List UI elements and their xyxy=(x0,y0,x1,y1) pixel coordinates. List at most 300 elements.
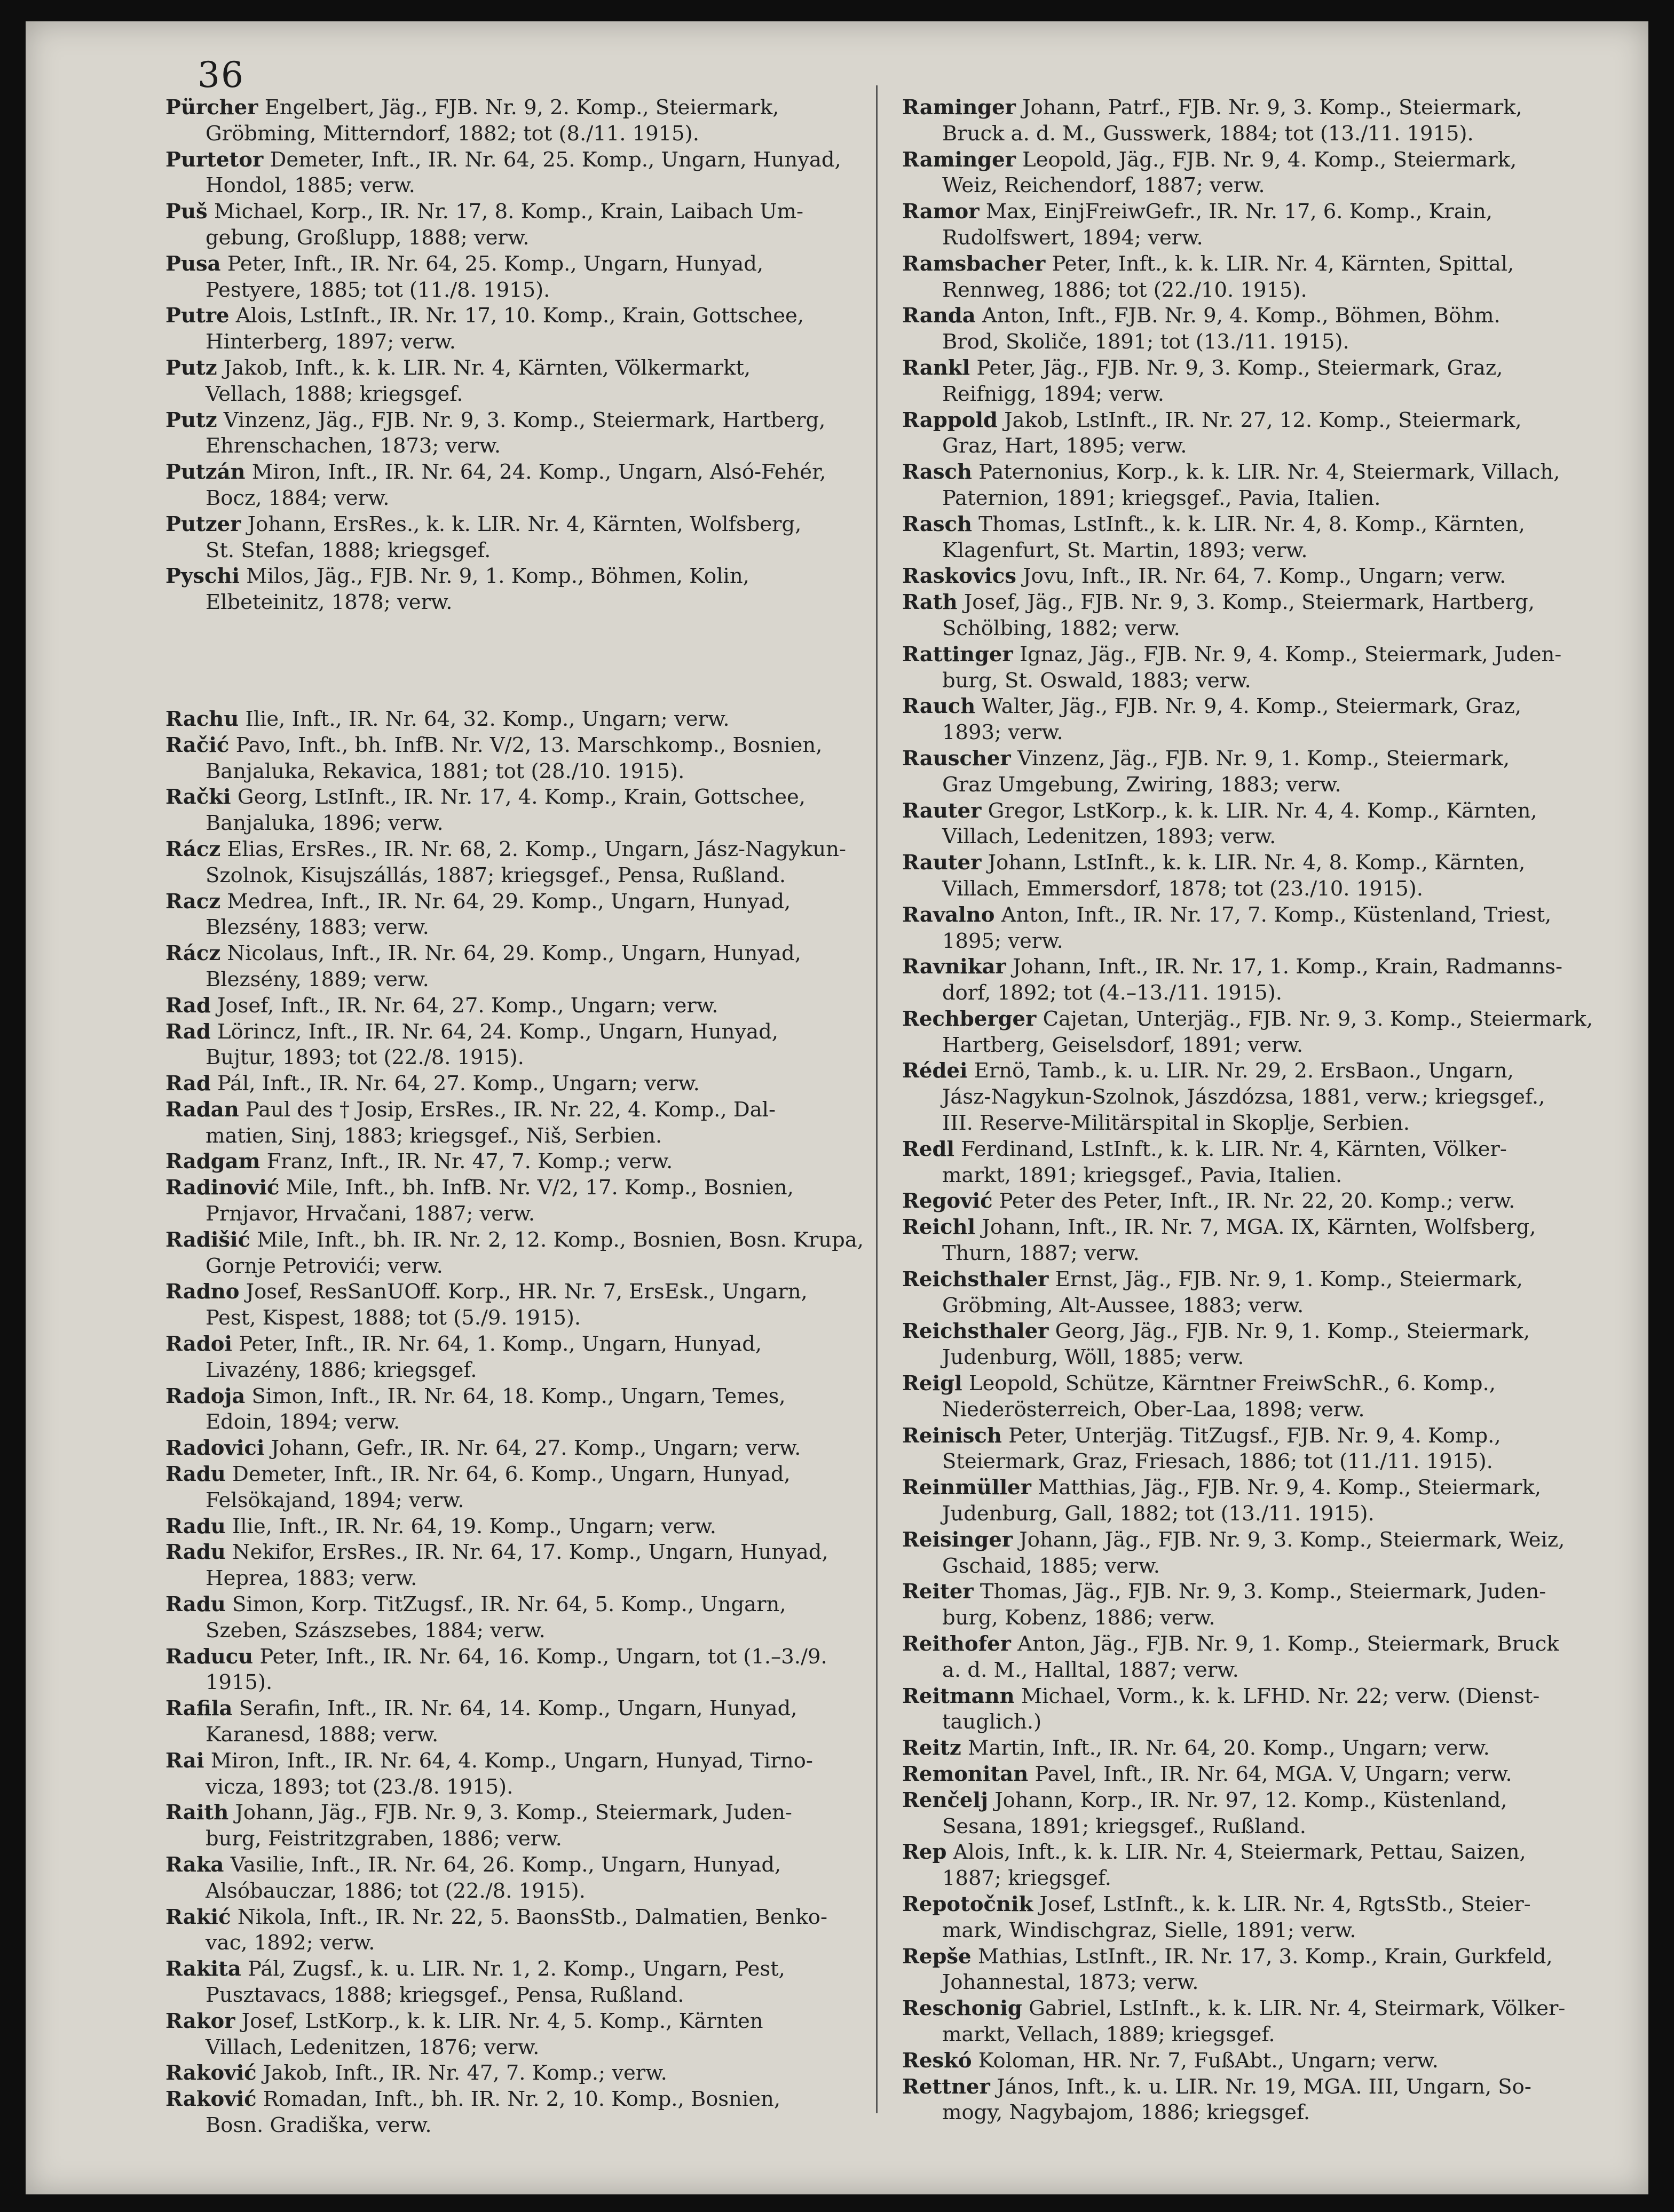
entry-text: Johann, Jäg., FJB. Nr. 9, 3. Komp., Steiermark, Juden- xyxy=(228,1801,792,1825)
entry-text: Georg, Jäg., FJB. Nr. 9, 1. Komp., Steiermark, xyxy=(1048,1319,1530,1344)
entry-text: Pál, Inft., IR. Nr. 64, 27. Komp., Ungarn; verw. xyxy=(210,1072,700,1096)
entry-text: Pavel, Inft., IR. Nr. 64, MGA. V, Ungarn; verw. xyxy=(1028,1762,1512,1786)
entry-text: Jakob, LstInft., IR. Nr. 27, 12. Komp., Steiermark, xyxy=(997,408,1522,432)
entry-first-line xyxy=(902,251,1601,278)
entry-first-line xyxy=(165,1592,865,1618)
entry-first-line xyxy=(902,1058,1601,1084)
entry-text: Alois, Inft., k. k. LIR. Nr. 4, Steiermark, Pettau, Saizen, xyxy=(946,1840,1526,1865)
entry-continuation-line: Sesana, 1891; kriegsgef., Rußland. xyxy=(942,1814,1306,1838)
entry-surname: Radovici xyxy=(165,1436,265,1461)
entry-surname: Rédei xyxy=(902,1059,968,1083)
entry-text: Josef, Inft., IR. Nr. 64, 27. Komp., Ungarn; verw. xyxy=(210,993,718,1018)
entry-surname: Rai xyxy=(165,1748,204,1773)
entry-text: Peter, Inft., IR. Nr. 64, 1. Komp., Ungarn, Hunyad, xyxy=(232,1332,762,1357)
entry-text: Paternonius, Korp., k. k. LIR. Nr. 4, Steiermark, Villach, xyxy=(972,460,1560,485)
entry-first-line xyxy=(902,1631,1601,1658)
entry-surname: Putre xyxy=(165,304,230,328)
entry-continuation-line: vicza, 1893; tot (23./8. 1915). xyxy=(206,1774,514,1799)
entry-surname: Rauter xyxy=(902,798,982,823)
entry-continuation-line: dorf, 1892; tot (4.–13./11. 1915). xyxy=(942,981,1283,1005)
entry-surname: Raskovics xyxy=(902,564,1016,589)
entry-continuation-line: 1895; verw. xyxy=(942,929,1063,953)
entry-continuation-line: Hartberg, Geiselsdorf, 1891; verw. xyxy=(942,1033,1304,1057)
entry-first-line xyxy=(902,147,1601,173)
entry-continuation-line: III. Reserve-Militärspital in Skoplje, Serbien. xyxy=(942,1111,1410,1136)
entry-continuation-line: Ehrenschachen, 1873; verw. xyxy=(206,434,501,458)
entry-text: Vinzenz, Jäg., FJB. Nr. 9, 3. Komp., Steiermark, Hartberg, xyxy=(217,408,826,432)
entry-surname: Radu xyxy=(165,1592,226,1617)
entry-first-line xyxy=(165,1696,865,1722)
entry-continuation-line: Heprea, 1883; verw. xyxy=(206,1566,417,1591)
entry-surname: Rakor xyxy=(165,2009,235,2033)
entry-continuation-line: Elbeteinitz, 1878; verw. xyxy=(206,590,453,615)
entry-text: Ilie, Inft., IR. Nr. 64, 19. Komp., Ungarn; verw. xyxy=(225,1514,717,1539)
entry-first-line xyxy=(902,1267,1601,1293)
entry-text: Mathias, LstInft., IR. Nr. 17, 3. Komp., Krain, Gurkfeld, xyxy=(971,1944,1553,1969)
entry-surname: Randa xyxy=(902,304,976,328)
entry-continuation-line: gebung, Großlupp, 1888; verw. xyxy=(206,225,530,250)
entry-continuation-line: vac, 1892; verw. xyxy=(206,1931,375,1955)
entry-surname: Rappold xyxy=(902,408,998,432)
entry-text: Demeter, Inft., IR. Nr. 64, 6. Komp., Ungarn, Hunyad, xyxy=(225,1462,791,1487)
entry-text: Medrea, Inft., IR. Nr. 64, 29. Komp., Ungarn, Hunyad, xyxy=(220,889,791,914)
entry-text: Ignaz, Jäg., FJB. Nr. 9, 4. Komp., Steiermark, Juden- xyxy=(1013,642,1562,667)
entry-continuation-line: Niederösterreich, Ober-Laa, 1898; verw. xyxy=(942,1397,1365,1422)
entry-text: János, Inft., k. u. LIR. Nr. 19, MGA. III, Ungarn, So- xyxy=(990,2074,1531,2099)
entry-surname: Reichsthaler xyxy=(902,1267,1049,1291)
entry-continuation-line: Rennweg, 1886; tot (22./10. 1915). xyxy=(942,278,1307,302)
entry-surname: Radu xyxy=(165,1540,226,1565)
entry-first-line xyxy=(902,902,1601,929)
entry-text: Romadan, Inft., bh. IR. Nr. 2, 10. Komp., Bosnien, xyxy=(256,2087,781,2112)
entry-continuation-line: Edoin, 1894; verw. xyxy=(206,1410,400,1434)
entry-continuation-line: Alsóbauczar, 1886; tot (22./8. 1915). xyxy=(206,1878,586,1903)
entry-continuation-line: Pusztavacs, 1888; kriegsgef., Pensa, Rußland. xyxy=(206,1983,684,2007)
entry-text: Johann, Inft., IR. Nr. 7, MGA. IX, Kärnten, Wolfsberg, xyxy=(975,1215,1536,1240)
entry-continuation-line: Gröbming, Alt-Aussee, 1883; verw. xyxy=(942,1293,1304,1318)
entry-surname: Raminger xyxy=(902,96,1016,120)
entry-text: Simon, Inft., IR. Nr. 64, 18. Komp., Ungarn, Temes, xyxy=(245,1384,786,1408)
entry-continuation-line: Vellach, 1888; kriegsgef. xyxy=(206,382,463,406)
entry-first-line xyxy=(165,1331,865,1358)
entry-surname: Reichl xyxy=(902,1215,976,1240)
entry-continuation-line: markt, 1891; kriegsgef., Pavia, Italien. xyxy=(942,1163,1343,1187)
entry-first-line xyxy=(902,850,1601,876)
entry-surname: Radoi xyxy=(165,1332,233,1357)
entry-text: Nikola, Inft., IR. Nr. 22, 5. BaonsStb., Dalmatien, Benko- xyxy=(231,1905,827,1929)
entry-text: Peter, Unterjäg. TitZugsf., FJB. Nr. 9, 4. Komp., xyxy=(1001,1423,1501,1448)
entry-first-line xyxy=(902,1371,1601,1397)
entry-surname: Reisinger xyxy=(902,1527,1013,1552)
entry-first-line xyxy=(165,1800,865,1826)
entry-text: Simon, Korp. TitZugsf., IR. Nr. 64, 5. Komp., Ungarn, xyxy=(225,1592,786,1617)
entry-continuation-line: Felsökajand, 1894; verw. xyxy=(206,1488,464,1512)
entry-first-line xyxy=(902,1579,1601,1605)
entry-text: Peter, Inft., k. k. LIR. Nr. 4, Kärnten, Spittal, xyxy=(1045,251,1514,276)
entry-continuation-line: tauglich.) xyxy=(942,1710,1042,1734)
entry-surname: Rachu xyxy=(165,707,239,731)
entry-continuation-line: Blezsény, 1889; verw. xyxy=(206,967,429,992)
entry-text: Ilie, Inft., IR. Nr. 64, 32. Komp., Ungarn; verw. xyxy=(239,707,730,731)
entry-continuation-line: Gornje Petrovići; verw. xyxy=(206,1254,443,1278)
entry-surname: Rad xyxy=(165,1072,211,1096)
entry-surname: Reitmann xyxy=(902,1684,1015,1708)
entry-continuation-line: a. d. M., Halltal, 1887; verw. xyxy=(942,1658,1239,1682)
entry-text: Cajetan, Unterjäg., FJB. Nr. 9, 3. Komp., Steiermark, xyxy=(1036,1006,1593,1031)
entry-surname: Pürcher xyxy=(165,96,258,120)
entry-surname: Reigl xyxy=(902,1371,962,1396)
entry-first-line xyxy=(165,95,865,121)
entry-surname: Rauch xyxy=(902,694,976,719)
entry-surname: Raith xyxy=(165,1801,229,1825)
entry-first-line xyxy=(165,733,865,759)
entry-group-ra xyxy=(165,707,865,2139)
entry-text: Engelbert, Jäg., FJB. Nr. 9, 2. Komp., Steiermark, xyxy=(258,96,779,120)
entry-continuation-line: Jász-Nagykun-Szolnok, Jászdózsa, 1881, verw.; kriegsgef., xyxy=(942,1085,1545,1109)
entry-continuation-line: Banjaluka, 1896; verw. xyxy=(206,811,444,836)
entry-first-line xyxy=(165,1097,865,1123)
entry-first-line xyxy=(165,1748,865,1774)
entry-text: Thomas, Jäg., FJB. Nr. 9, 3. Komp., Steiermark, Juden- xyxy=(973,1580,1546,1604)
entry-text: Leopold, Jäg., FJB. Nr. 9, 4. Komp., Steiermark, xyxy=(1015,147,1517,172)
entry-surname: Putzer xyxy=(165,512,241,536)
entry-surname: Putz xyxy=(165,355,217,380)
entry-surname: Rauscher xyxy=(902,746,1011,771)
entry-surname: Reichsthaler xyxy=(902,1319,1049,1344)
entry-continuation-line: burg, Kobenz, 1886; verw. xyxy=(942,1606,1215,1630)
entry-text: Thomas, LstInft., k. k. LIR. Nr. 4, 8. Komp., Kärnten, xyxy=(972,512,1525,536)
entry-continuation-line: Pestyere, 1885; tot (11./8. 1915). xyxy=(206,278,550,302)
right-column xyxy=(902,95,1601,2126)
entry-first-line xyxy=(902,590,1601,616)
entry-surname: Rad xyxy=(165,1019,211,1044)
entry-first-line xyxy=(165,837,865,863)
entry-continuation-line: Johannestal, 1873; verw. xyxy=(942,1970,1199,1995)
entry-text: Serafin, Inft., IR. Nr. 64, 14. Komp., Ungarn, Hunyad, xyxy=(232,1696,797,1721)
entry-continuation-line: Judenburg, Wöll, 1885; verw. xyxy=(942,1345,1244,1370)
entry-surname: Reinisch xyxy=(902,1423,1002,1448)
entry-text: Mile, Inft., bh. IR. Nr. 2, 12. Komp., Bosnien, Bosn. Krupa, xyxy=(250,1227,864,1252)
entry-text: Ernst, Jäg., FJB. Nr. 9, 1. Komp., Steiermark, xyxy=(1048,1267,1523,1291)
entry-text: Georg, LstInft., IR. Nr. 17, 4. Komp., Krain, Gottschee, xyxy=(231,785,806,810)
entry-first-line xyxy=(902,954,1601,980)
entry-surname: Rettner xyxy=(902,2074,990,2099)
entry-first-line xyxy=(165,889,865,915)
entry-text: Johann, Korp., IR. Nr. 97, 12. Komp., Küstenland, xyxy=(988,1788,1507,1812)
entry-surname: Raka xyxy=(165,1853,224,1877)
entry-first-line xyxy=(165,459,865,486)
entry-surname: Radno xyxy=(165,1280,240,1304)
entry-surname: Rep xyxy=(902,1840,947,1865)
entry-first-line xyxy=(165,1462,865,1488)
entry-surname: Radu xyxy=(165,1514,226,1539)
entry-first-line xyxy=(165,1514,865,1540)
entry-surname: Raković xyxy=(165,2061,257,2086)
entry-first-line xyxy=(902,1735,1601,1762)
entry-text: Elias, ErsRes., IR. Nr. 68, 2. Komp., Ungarn, Jász-Nagykun- xyxy=(220,837,846,861)
entry-first-line xyxy=(902,459,1601,486)
entry-surname: Rafila xyxy=(165,1696,233,1721)
entry-text: Nekifor, ErsRes., IR. Nr. 64, 17. Komp., Ungarn, Hunyad, xyxy=(225,1540,828,1565)
entry-first-line xyxy=(165,707,865,733)
entry-first-line xyxy=(165,1149,865,1175)
entry-text: Ferdinand, LstInft., k. k. LIR. Nr. 4, Kärnten, Völker- xyxy=(954,1137,1507,1161)
entry-continuation-line: Brod, Skoliče, 1891; tot (13./11. 1915). xyxy=(942,330,1349,354)
entry-text: Pál, Zugsf., k. u. LIR. Nr. 1, 2. Komp., Ungarn, Pest, xyxy=(241,1957,785,1981)
entry-continuation-line: Bruck a. d. M., Gusswerk, 1884; tot (13./11. 1915). xyxy=(942,121,1474,146)
entry-first-line xyxy=(902,1423,1601,1449)
entry-first-line xyxy=(902,642,1601,668)
entry-first-line xyxy=(165,408,865,434)
entry-continuation-line: Villach, Emmersdorf, 1878; tot (23./10. 1915). xyxy=(942,876,1423,901)
entry-text: Martin, Inft., IR. Nr. 64, 20. Komp., Ungarn; verw. xyxy=(961,1736,1490,1761)
entry-surname: Radoja xyxy=(165,1384,246,1408)
entry-continuation-line: burg, Feistritzgraben, 1886; verw. xyxy=(206,1827,562,1851)
entry-first-line xyxy=(165,2009,865,2035)
entry-surname: Rakić xyxy=(165,1905,231,1929)
entry-continuation-line: markt, Vellach, 1889; kriegsgef. xyxy=(942,2022,1275,2047)
entry-text: Jakob, Inft., k. k. LIR. Nr. 4, Kärnten, Völkermarkt, xyxy=(217,355,751,380)
entry-continuation-line: Schölbing, 1882; verw. xyxy=(942,616,1180,640)
entry-first-line xyxy=(902,798,1601,824)
entry-surname: Pyschi xyxy=(165,564,240,589)
entry-continuation-line: Livazény, 1886; kriegsgef. xyxy=(206,1358,477,1382)
entry-surname: Reithofer xyxy=(902,1632,1011,1656)
entry-continuation-line: 1915). xyxy=(206,1670,273,1695)
entry-first-line xyxy=(165,199,865,225)
entry-continuation-line: Banjaluka, Rekavica, 1881; tot (28./10. 1915). xyxy=(206,759,685,783)
entry-group-ra-re xyxy=(902,95,1601,2126)
entry-surname: Purtetor xyxy=(165,147,264,172)
entry-text: Anton, Inft., FJB. Nr. 9, 4. Komp., Böhmen, Böhm. xyxy=(975,304,1501,328)
entry-continuation-line: Bujtur, 1893; tot (22./8. 1915). xyxy=(206,1045,524,1070)
entry-text: Koloman, HR. Nr. 7, FußAbt., Ungarn; verw. xyxy=(972,2048,1439,2073)
entry-continuation-line: Blezsény, 1883; verw. xyxy=(206,915,429,940)
entry-surname: Rad xyxy=(165,993,211,1018)
entry-first-line xyxy=(902,512,1601,538)
left-column xyxy=(165,95,865,2139)
entry-first-line xyxy=(902,1188,1601,1215)
entry-text: Peter, Inft., IR. Nr. 64, 25. Komp., Ungarn, Hunyad, xyxy=(220,251,764,276)
entry-text: Johann, LstInft., k. k. LIR. Nr. 4, 8. Komp., Kärnten, xyxy=(981,851,1526,875)
entry-continuation-line: Szolnok, Kisujszállás, 1887; kriegsgef., Pensa, Rußland. xyxy=(206,863,786,887)
entry-first-line xyxy=(165,1279,865,1305)
entry-text: Josef, ResSanUOff. Korp., HR. Nr. 7, ErsEsk., Ungarn, xyxy=(239,1280,808,1304)
entry-surname: Putz xyxy=(165,408,217,432)
entry-group-pu xyxy=(165,95,865,616)
entry-first-line xyxy=(165,1436,865,1462)
entry-surname: Radišić xyxy=(165,1227,251,1252)
entry-first-line xyxy=(902,1319,1601,1345)
entry-first-line xyxy=(902,1944,1601,1970)
entry-surname: Raminger xyxy=(902,147,1016,172)
entry-first-line xyxy=(902,408,1601,434)
entry-surname: Radan xyxy=(165,1097,239,1122)
entry-continuation-line: Karanesd, 1888; verw. xyxy=(206,1723,439,1747)
entry-first-line xyxy=(902,1006,1601,1033)
entry-surname: Rauter xyxy=(902,851,982,875)
entry-text: Miron, Inft., IR. Nr. 64, 24. Komp., Ungarn, Alsó-Fehér, xyxy=(245,460,826,485)
entry-first-line xyxy=(165,993,865,1019)
entry-first-line xyxy=(902,199,1601,225)
entry-text: Vasilie, Inft., IR. Nr. 64, 26. Komp., Ungarn, Hunyad, xyxy=(224,1853,781,1877)
entry-continuation-line: Hinterberg, 1897; verw. xyxy=(206,330,456,354)
entry-first-line xyxy=(902,694,1601,720)
entry-surname: Regović xyxy=(902,1189,993,1214)
entry-continuation-line: burg, St. Oswald, 1883; verw. xyxy=(942,668,1251,693)
entry-surname: Račić xyxy=(165,733,230,757)
entry-surname: Rechberger xyxy=(902,1006,1037,1031)
entry-continuation-line: Graz, Hart, 1895; verw. xyxy=(942,434,1187,458)
entry-first-line xyxy=(902,1527,1601,1553)
entry-continuation-line: Gschaid, 1885; verw. xyxy=(942,1553,1160,1578)
entry-surname: Reschonig xyxy=(902,1996,1022,2021)
entry-surname: Ramor xyxy=(902,200,980,224)
entry-continuation-line: Thurn, 1887; verw. xyxy=(942,1241,1140,1266)
entry-text: Lörincz, Inft., IR. Nr. 64, 24. Komp., Ungarn, Hunyad, xyxy=(210,1019,778,1044)
column-divider xyxy=(876,85,878,2113)
entry-text: Peter, Inft., IR. Nr. 64, 16. Komp., Ungarn, tot (1.–3./9. xyxy=(253,1644,827,1669)
entry-continuation-line: Reifnigg, 1894; verw. xyxy=(942,382,1164,406)
entry-surname: Rankl xyxy=(902,355,970,380)
entry-first-line xyxy=(165,564,865,590)
entry-first-line xyxy=(902,1840,1601,1866)
entry-continuation-line: Klagenfurt, St. Martin, 1893; verw. xyxy=(942,538,1308,562)
entry-first-line xyxy=(165,2087,865,2113)
entry-continuation-line: Rudolfswert, 1894; verw. xyxy=(942,225,1203,250)
entry-surname: Puš xyxy=(165,200,208,224)
entry-first-line xyxy=(165,1019,865,1045)
entry-first-line xyxy=(902,1892,1601,1918)
entry-continuation-line: Graz Umgebung, Zwiring, 1883; verw. xyxy=(942,772,1341,797)
entry-surname: Radgam xyxy=(165,1149,260,1174)
entry-text: Jovu, Inft., IR. Nr. 64, 7. Komp., Ungarn; verw. xyxy=(1016,564,1506,589)
entry-text: Ernö, Tamb., k. u. LIR. Nr. 29, 2. ErsBaon., Ungarn, xyxy=(967,1059,1514,1083)
entry-text: Franz, Inft., IR. Nr. 47, 7. Komp.; verw. xyxy=(260,1149,673,1174)
entry-text: Demeter, Inft., IR. Nr. 64, 25. Komp., Ungarn, Hunyad, xyxy=(263,147,841,172)
entry-first-line xyxy=(165,1384,865,1410)
entry-first-line xyxy=(165,1852,865,1878)
entry-surname: Racz xyxy=(165,889,221,914)
entry-continuation-line: Weiz, Reichendorf, 1887; verw. xyxy=(942,173,1265,198)
entry-first-line xyxy=(165,1644,865,1670)
entry-continuation-line: Judenburg, Gall, 1882; tot (13./11. 1915). xyxy=(942,1502,1375,1526)
entry-surname: Rakita xyxy=(165,1957,241,1981)
entry-continuation-line: Prnjavor, Hrvačani, 1887; verw. xyxy=(206,1202,535,1226)
entry-text: Nicolaus, Inft., IR. Nr. 64, 29. Komp., Ungarn, Hunyad, xyxy=(220,941,801,966)
entry-surname: Raković xyxy=(165,2087,257,2112)
entry-continuation-line: Villach, Ledenitzen, 1876; verw. xyxy=(206,2035,540,2059)
entry-surname: Pusa xyxy=(165,251,221,276)
entry-surname: Rácz xyxy=(165,837,221,861)
entry-text: Pavo, Inft., bh. InfB. Nr. V/2, 13. Marschkomp., Bosnien, xyxy=(229,733,823,757)
entry-continuation-line: mogy, Nagybajom, 1886; kriegsgef. xyxy=(942,2100,1310,2125)
entry-text: Vinzenz, Jäg., FJB. Nr. 9, 1. Komp., Steiermark, xyxy=(1010,746,1510,771)
entry-surname: Ravalno xyxy=(902,902,995,927)
entry-surname: Repotočnik xyxy=(902,1892,1033,1916)
entry-text: Johann, ErsRes., k. k. LIR. Nr. 4, Kärnten, Wolfsberg, xyxy=(241,512,802,536)
entry-first-line xyxy=(165,2060,865,2087)
entry-surname: Rasch xyxy=(902,512,972,536)
entry-surname: Rath xyxy=(902,590,958,615)
entry-surname: Reskó xyxy=(902,2048,972,2073)
entry-first-line xyxy=(165,1540,865,1566)
entry-surname: Radu xyxy=(165,1462,226,1487)
section-gap xyxy=(165,616,865,707)
entry-surname: Rattinger xyxy=(902,642,1013,667)
entry-continuation-line: Bosn. Gradiška, verw. xyxy=(206,2113,432,2137)
entry-first-line xyxy=(902,1475,1601,1501)
entry-surname: Renčelj xyxy=(902,1788,988,1812)
entry-surname: Reiter xyxy=(902,1580,974,1604)
entry-text: Miron, Inft., IR. Nr. 64, 4. Komp., Ungarn, Hunyad, Tirno- xyxy=(204,1748,813,1773)
entry-text: Mile, Inft., bh. InfB. Nr. V/2, 17. Komp., Bosnien, xyxy=(279,1176,794,1200)
entry-first-line xyxy=(902,355,1601,382)
entry-text: Johann, Inft., IR. Nr. 17, 1. Komp., Krain, Radmanns- xyxy=(1006,955,1563,979)
entry-continuation-line: Hondol, 1885; verw. xyxy=(206,173,415,198)
entry-first-line xyxy=(902,1996,1601,2022)
entry-text: Johann, Jäg., FJB. Nr. 9, 3. Komp., Steiermark, Weiz, xyxy=(1013,1527,1565,1552)
entry-first-line xyxy=(165,303,865,329)
entry-text: Jakob, Inft., IR. Nr. 47, 7. Komp.; verw. xyxy=(256,2061,667,2086)
entry-surname: Ravnikar xyxy=(902,955,1006,979)
entry-surname: Redl xyxy=(902,1137,955,1161)
entry-text: Peter des Peter, Inft., IR. Nr. 22, 20. Komp.; verw. xyxy=(992,1189,1515,1214)
entry-first-line xyxy=(165,1175,865,1201)
entry-first-line xyxy=(902,95,1601,121)
entry-surname: Reinmüller xyxy=(902,1476,1031,1500)
entry-continuation-line: St. Stefan, 1888; kriegsgef. xyxy=(206,538,491,562)
entry-first-line xyxy=(902,1215,1601,1241)
entry-continuation-line: Pest, Kispest, 1888; tot (5./9. 1915). xyxy=(206,1306,581,1330)
entry-first-line xyxy=(165,512,865,538)
entry-continuation-line: Villach, Ledenitzen, 1893; verw. xyxy=(942,824,1276,849)
entry-text: Leopold, Schütze, Kärntner FreiwSchR., 6. Komp., xyxy=(962,1371,1496,1396)
entry-text: Gregor, LstKorp., k. k. LIR. Nr. 4, 4. Komp., Kärnten, xyxy=(981,798,1537,823)
entry-text: Paul des † Josip, ErsRes., IR. Nr. 22, 4. Komp., Dal- xyxy=(239,1097,776,1122)
entry-first-line xyxy=(165,1227,865,1254)
entry-first-line xyxy=(902,2048,1601,2074)
entry-text: Josef, LstKorp., k. k. LIR. Nr. 4, 5. Komp., Kärnten xyxy=(235,2009,763,2033)
entry-first-line xyxy=(902,1684,1601,1710)
entry-first-line xyxy=(902,1788,1601,1814)
entry-surname: Reitz xyxy=(902,1736,961,1761)
entry-first-line xyxy=(902,564,1601,590)
entry-text: Max, EinjFreiwGefr., IR. Nr. 17, 6. Komp., Krain, xyxy=(979,200,1493,224)
entry-first-line xyxy=(902,1762,1601,1788)
entry-surname: Putzán xyxy=(165,460,246,485)
entry-continuation-line: 1887; kriegsgef. xyxy=(942,1866,1111,1891)
entry-continuation-line: Bocz, 1884; verw. xyxy=(206,486,390,510)
entry-surname: Ramsbacher xyxy=(902,251,1046,276)
entry-text: Milos, Jäg., FJB. Nr. 9, 1. Komp., Böhmen, Kolin, xyxy=(240,564,749,589)
entry-text: Matthias, Jäg., FJB. Nr. 9, 4. Komp., Steiermark, xyxy=(1031,1476,1542,1500)
entry-first-line xyxy=(165,147,865,173)
entry-continuation-line: mark, Windischgraz, Sielle, 1891; verw. xyxy=(942,1918,1356,1943)
entry-surname: Rácz xyxy=(165,941,221,966)
entry-first-line xyxy=(902,1137,1601,1163)
entry-text: Alois, LstInft., IR. Nr. 17, 10. Komp., Krain, Gottschee, xyxy=(229,304,804,328)
page-number: 36 xyxy=(198,54,244,96)
entry-text: Johann, Gefr., IR. Nr. 64, 27. Komp., Ungarn; verw. xyxy=(264,1436,801,1461)
entry-first-line xyxy=(902,2074,1601,2100)
entry-continuation-line: Szeben, Szászsebes, 1884; verw. xyxy=(206,1618,546,1643)
entry-text: Michael, Vorm., k. k. LFHD. Nr. 22; verw. (Dienst- xyxy=(1014,1684,1540,1708)
entry-text: Michael, Korp., IR. Nr. 17, 8. Komp., Krain, Laibach Um- xyxy=(207,200,804,224)
entry-text: Anton, Jäg., FJB. Nr. 9, 1. Komp., Steiermark, Bruck xyxy=(1010,1632,1559,1656)
entry-continuation-line: 1893; verw. xyxy=(942,720,1063,745)
entry-surname: Rački xyxy=(165,785,231,810)
